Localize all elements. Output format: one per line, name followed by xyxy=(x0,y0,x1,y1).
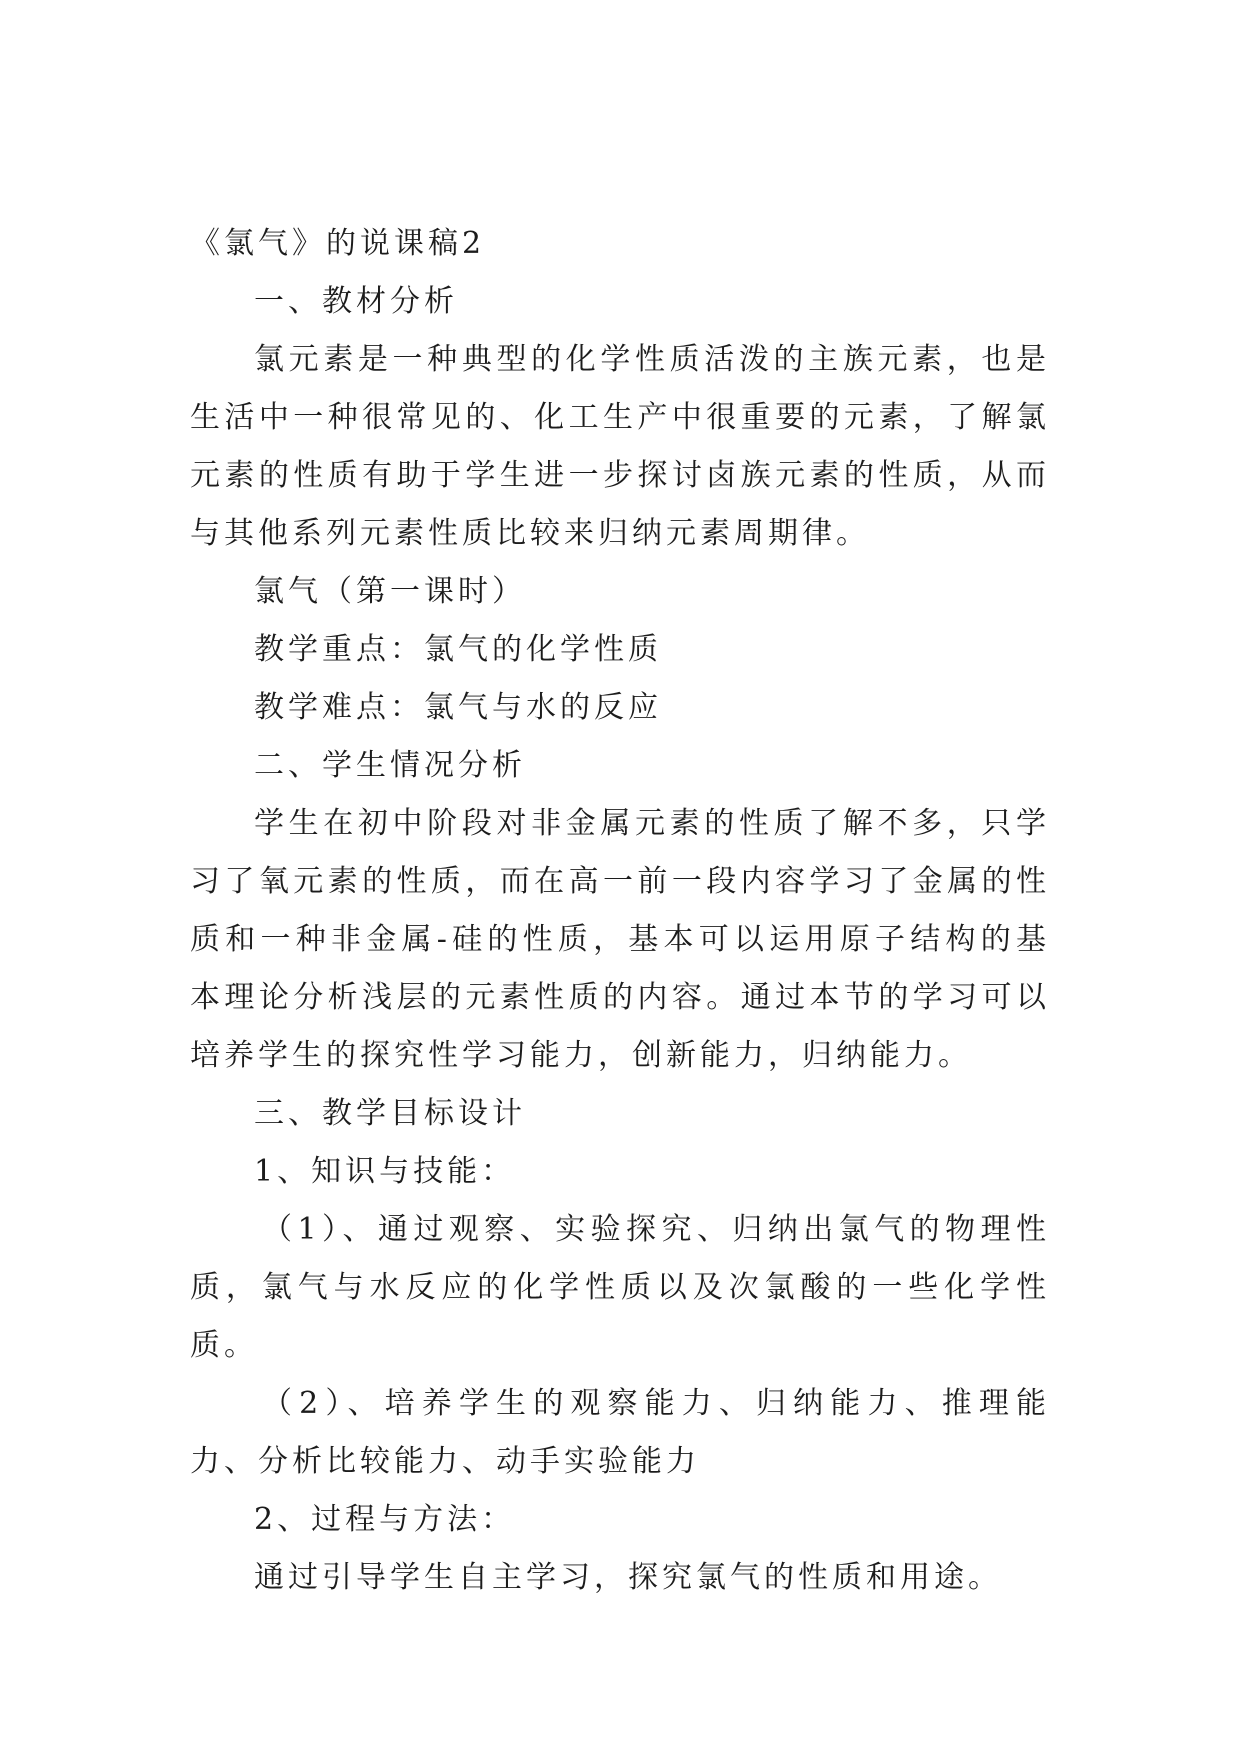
teaching-difficulty: 教学难点：氯气与水的反应 xyxy=(254,690,662,725)
paragraph-process-methods: 通过引导学生自主学习，探究氯气的性质和用途。 xyxy=(254,1560,1002,1595)
subheading-knowledge-skills: 1、知识与技能： xyxy=(254,1154,516,1189)
list-item-goal-2: （2）、培养学生的观察能力、归纳能力、推理能力、分析比较能力、动手实验能力 xyxy=(190,1386,1050,1479)
document-title: 《氯气》的说课稿2 xyxy=(190,226,486,261)
section-heading-student-analysis: 二、学生情况分析 xyxy=(254,748,526,783)
teaching-key-point: 教学重点：氯气的化学性质 xyxy=(254,632,662,667)
document-body xyxy=(190,215,1050,1607)
section-heading-textbook-analysis: 一、教材分析 xyxy=(254,284,458,319)
section-heading-teaching-goals: 三、教学目标设计 xyxy=(254,1096,526,1131)
paragraph-chlorine-element: 氯元素是一种典型的化学性质活泼的主族元素，也是生活中一种很常见的、化工生产中很重要的元素，了解氯元素的性质有助于学生进一步探讨卤族元素的性质，从而与其他系列元素性质比较来归纳元素周期律。 xyxy=(190,342,1050,551)
list-item-goal-1: （1）、通过观察、实验探究、归纳出氯气的物理性质，氯气与水反应的化学性质以及次氯酸的一些化学性质。 xyxy=(190,1212,1050,1363)
paragraph-student-analysis: 学生在初中阶段对非金属元素的性质了解不多，只学习了氧元素的性质，而在高一前一段内容学习了金属的性质和一种非金属-硅的性质，基本可以运用原子结构的基本理论分析浅层的元素性质的内容。通过本节的学习可以培养学生的探究性学习能力，创新能力，归纳能力。 xyxy=(190,806,1050,1073)
lesson-label: 氯气（第一课时） xyxy=(254,574,526,609)
subheading-process-methods: 2、过程与方法： xyxy=(254,1502,516,1537)
